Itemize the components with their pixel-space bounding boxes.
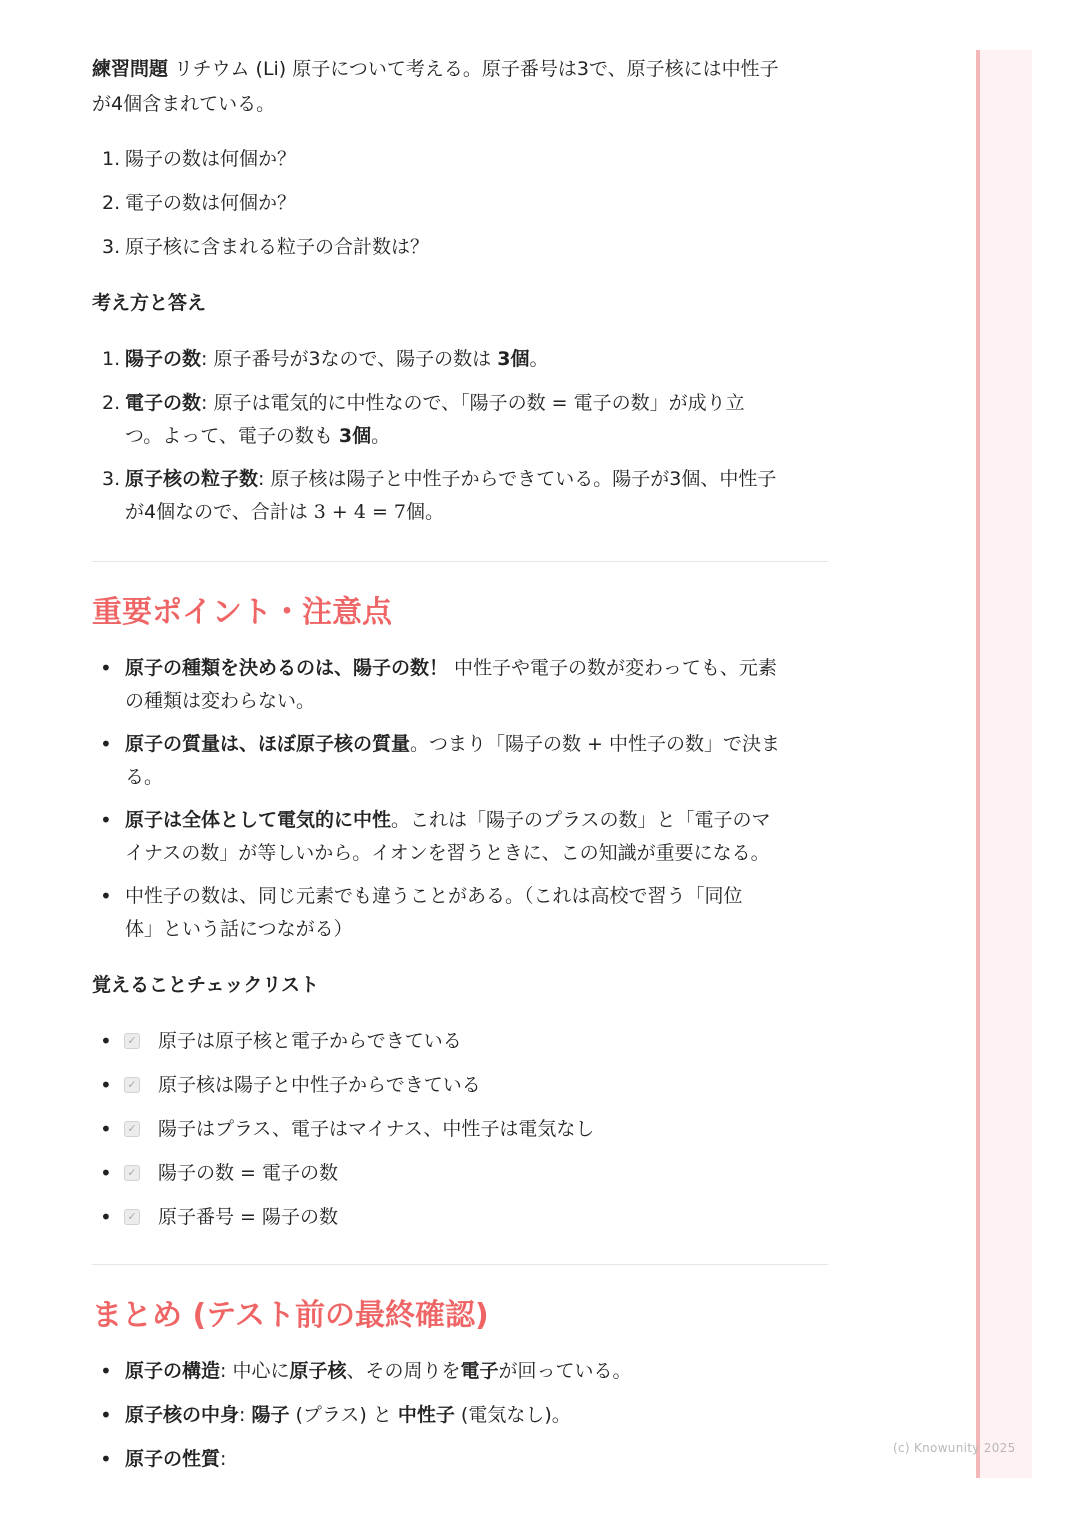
checkbox-checked[interactable]: ✓	[124, 1121, 140, 1137]
answer-label: 原子核の粒子数	[125, 468, 259, 490]
margin-line	[976, 50, 980, 1478]
exercise-text: リチウム (Li) 原子について考える。原子番号は3で、原子核には中性子	[168, 58, 779, 80]
divider	[92, 561, 828, 562]
checkbox-checked[interactable]: ✓	[124, 1033, 140, 1049]
exercise-paragraph	[92, 52, 828, 86]
exercise-title: 練習問題	[92, 58, 169, 80]
checkbox-checked[interactable]: ✓	[124, 1165, 140, 1181]
answer-label: 電子の数	[125, 392, 202, 414]
points-heading: 重要ポイント・注意点	[92, 595, 392, 630]
checkbox-checked[interactable]: ✓	[124, 1077, 140, 1093]
exercise-paragraph-line2: が4個含まれている。	[92, 93, 276, 115]
answer-label: 陽子の数	[125, 348, 202, 370]
checklist-heading: 覚えることチェックリスト	[92, 974, 320, 996]
divider	[92, 1264, 828, 1265]
question-text: 原子核に含まれる粒子の合計数は？	[125, 236, 430, 258]
math-expression: 3 + 4 = 7	[313, 501, 407, 523]
checkbox-checked[interactable]: ✓	[124, 1209, 140, 1225]
margin-panel	[976, 50, 1032, 1478]
question-text: 陽子の数は何個か？	[125, 148, 297, 170]
summary-heading: まとめ (テスト前の最終確認)	[92, 1298, 489, 1333]
answers-heading: 考え方と答え	[92, 292, 207, 314]
question-text: 電子の数は何個か？	[125, 192, 297, 214]
footer-credit: (c) Knowunity 2025	[893, 1441, 1016, 1455]
